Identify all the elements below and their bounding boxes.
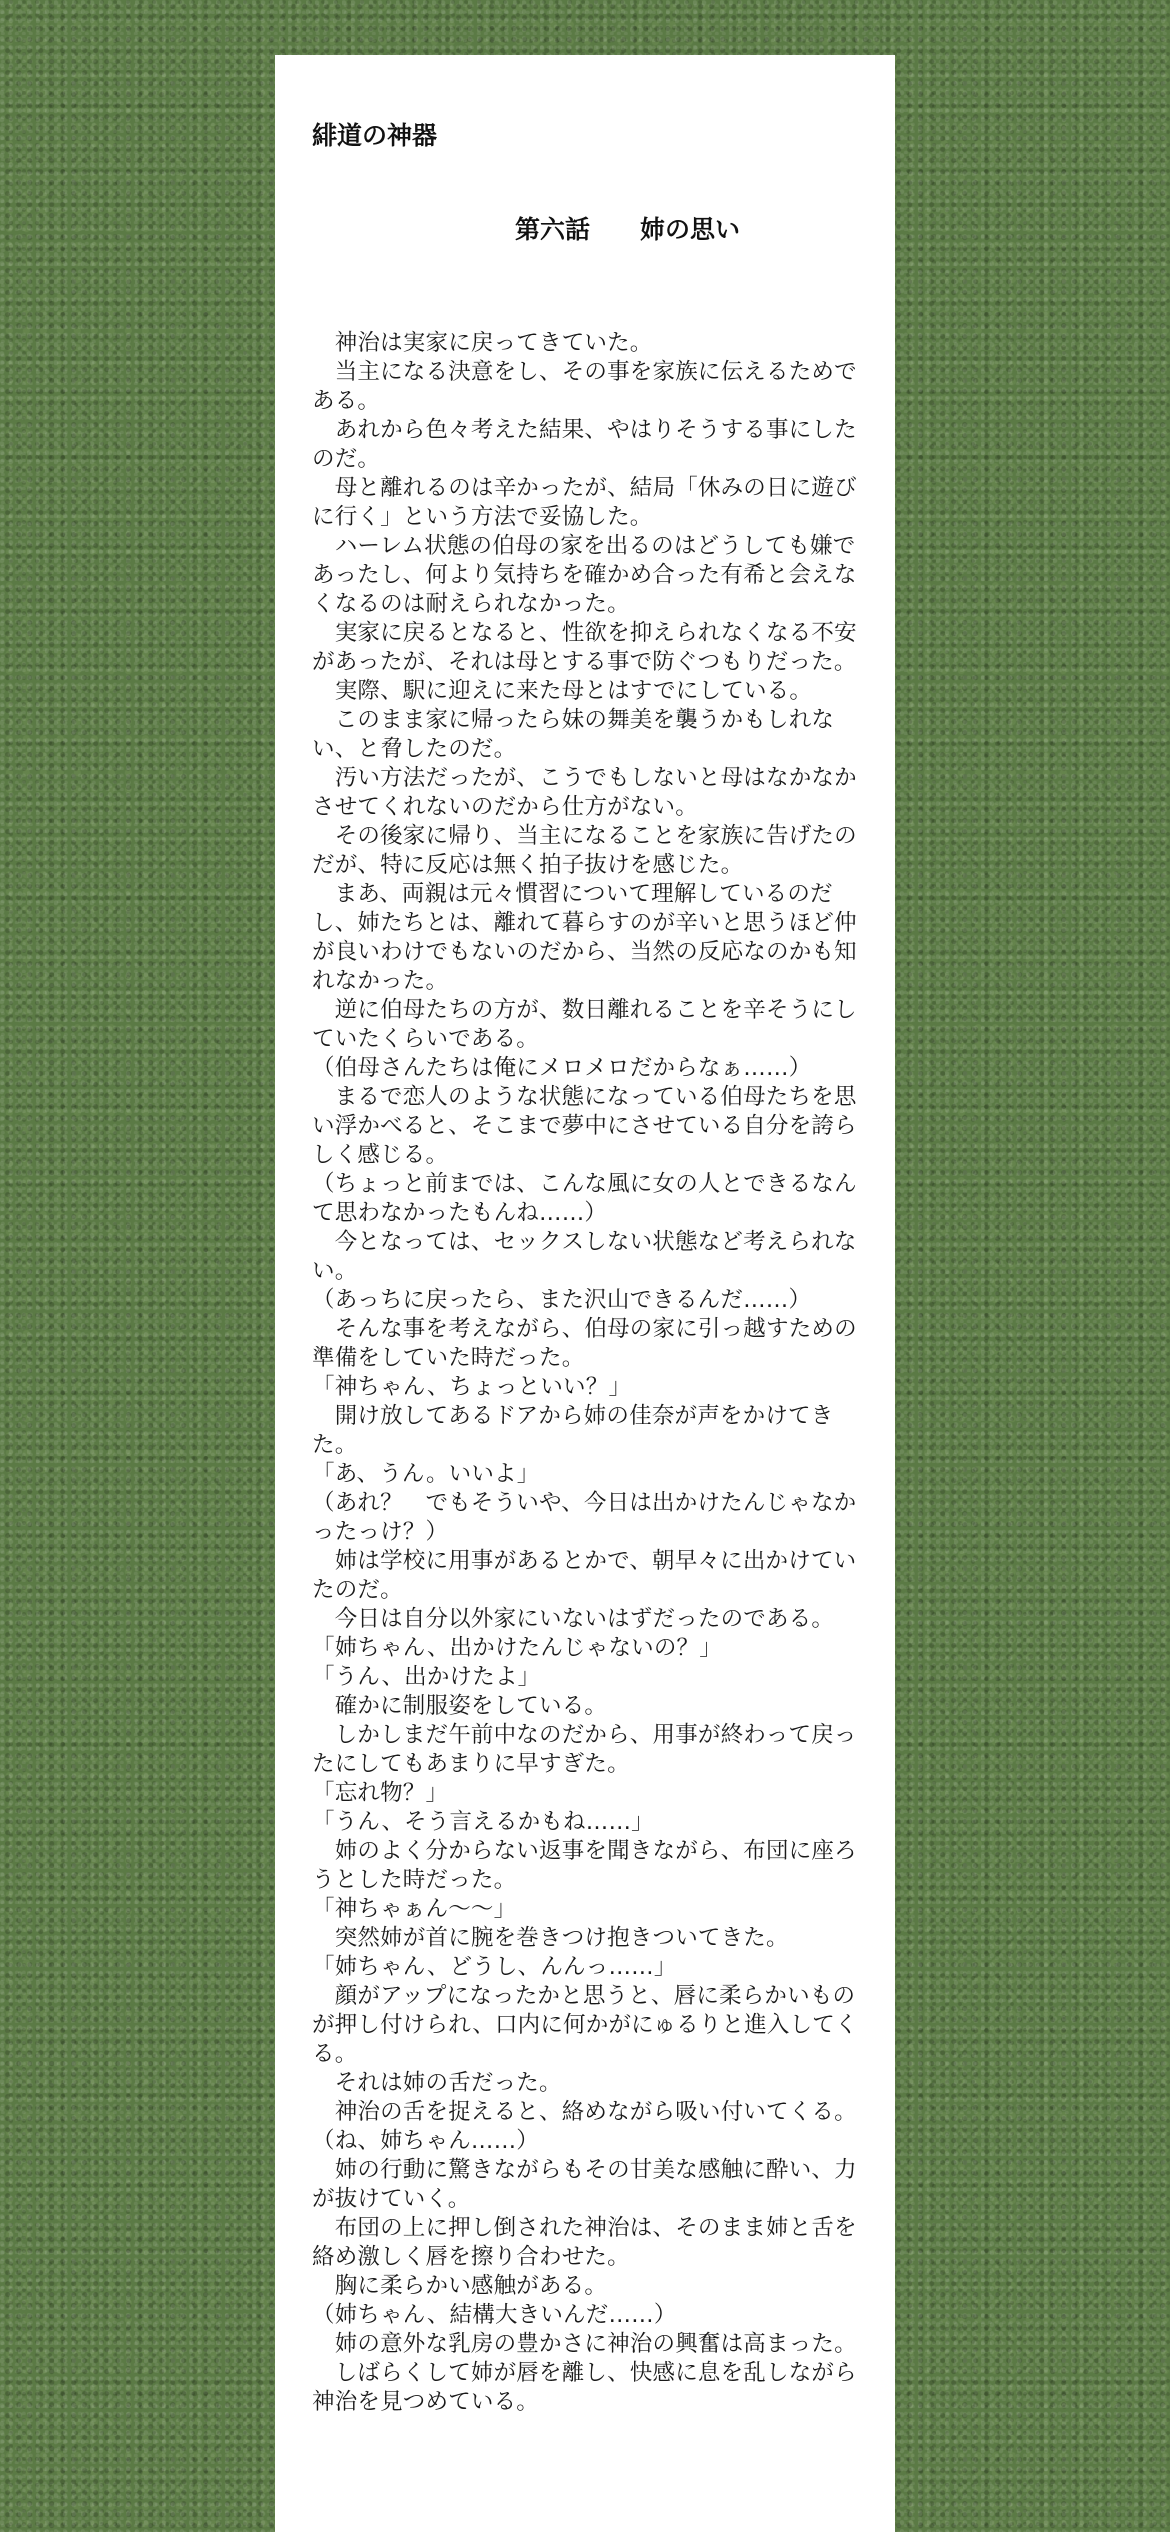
- story-paragraph: それは姉の舌だった。: [312, 2070, 562, 2096]
- story-paragraph: 姉のよく分からない返事を聞きながら、布団に座ろうとした時だった。: [312, 1838, 857, 1893]
- story-body: [312, 329, 858, 2417]
- story-paragraph: 「姉ちゃん、出かけたんじゃないの？」: [312, 1635, 722, 1661]
- story-paragraph: （あれ？ でもそういや、今日は出かけたんじゃなかったっけ？）: [312, 1490, 857, 1545]
- chapter-title: 第六話 姉の思い: [515, 215, 741, 244]
- story-paragraph: 姉は学校に用事があるとかで、朝早々に出かけていたのだ。: [312, 1548, 857, 1603]
- story-paragraph: 顔がアップになったかと思うと、唇に柔らかいものが押し付けられ、口内に何かがにゅるりと進入してくる。: [312, 1983, 858, 2067]
- story-paragraph: （姉ちゃん、結構大きいんだ……）: [312, 2302, 677, 2328]
- story-paragraph: 今となっては、セックスしない状態など考えられない。: [312, 1229, 857, 1284]
- story-paragraph: （あっちに戻ったら、また沢山できるんだ……）: [312, 1287, 812, 1313]
- story-paragraph: （ちょっと前までは、こんな風に女の人とできるなんて思わなかったもんね……）: [312, 1171, 857, 1226]
- story-paragraph: 「うん、そう言えるかもね……」: [312, 1809, 654, 1835]
- story-paragraph: （ね、姉ちゃん……）: [312, 2128, 540, 2154]
- story-paragraph: まあ、両親は元々慣習について理解しているのだし、姉たちとは、離れて暮らすのが辛いと思うほど仲が良いわけでもないのだから、当然の反応なのかも知れなかった。: [312, 881, 857, 994]
- story-paragraph: まるで恋人のような状態になっている伯母たちを思い浮かべると、そこまで夢中にさせている自分を誇らしく感じる。: [312, 1084, 857, 1168]
- story-paragraph: 「うん、出かけたよ」: [312, 1664, 541, 1690]
- story-paragraph: 「あ、うん。いいよ」: [312, 1461, 540, 1487]
- story-paragraph: 母と離れるのは辛かったが、結局「休みの日に遊びに行く」という方法で妥協した。: [312, 475, 857, 530]
- story-paragraph: このまま家に帰ったら妹の舞美を襲うかもしれない、と脅したのだ。: [312, 707, 835, 762]
- story-paragraph: 「姉ちゃん、どうし、んんっ……」: [312, 1954, 677, 1980]
- story-paragraph: 神治は実家に戻ってきていた。: [312, 330, 653, 356]
- story-paragraph: 今日は自分以外家にいないはずだったのである。: [312, 1606, 835, 1632]
- story-paragraph: 「忘れ物？」: [312, 1780, 449, 1806]
- story-paragraph: あれから色々考えた結果、やはりそうする事にしたのだ。: [312, 417, 857, 472]
- story-paragraph: 開け放してあるドアから姉の佳奈が声をかけてきた。: [312, 1403, 834, 1458]
- story-paragraph: 姉の行動に驚きながらもその甘美な感触に酔い、力が抜けていく。: [312, 2157, 857, 2212]
- story-paragraph: （伯母さんたちは俺にメロメロだからなぁ……）: [312, 1055, 812, 1081]
- story-paragraph: そんな事を考えながら、伯母の家に引っ越すための準備をしていた時だった。: [312, 1316, 857, 1371]
- story-paragraph: 姉の意外な乳房の豊かさに神治の興奮は高まった。: [312, 2331, 857, 2357]
- content-panel: [275, 55, 895, 2532]
- story-paragraph: しばらくして姉が唇を離し、快感に息を乱しながら神治を見つめている。: [312, 2360, 857, 2415]
- story-paragraph: 当主になる決意をし、その事を家族に伝えるためである。: [312, 359, 857, 414]
- story-paragraph: 胸に柔らかい感触がある。: [312, 2273, 608, 2299]
- story-paragraph: 突然姉が首に腕を巻きつけ抱きついてきた。: [312, 1925, 789, 1951]
- story-paragraph: 「神ちゃん、ちょっといい？」: [312, 1374, 632, 1400]
- story-paragraph: 布団の上に押し倒された神治は、そのまま姉と舌を絡め激しく唇を擦り合わせた。: [312, 2215, 857, 2270]
- story-paragraph: 逆に伯母たちの方が、数日離れることを辛そうにしていたくらいである。: [312, 997, 857, 1052]
- site-title: 緋道の神器: [312, 121, 438, 150]
- story-paragraph: その後家に帰り、当主になることを家族に告げたのだが、特に反応は無く拍子抜けを感じた。: [312, 823, 857, 878]
- story-paragraph: 「神ちゃぁん〜〜」: [312, 1896, 517, 1922]
- story-paragraph: ハーレム状態の伯母の家を出るのはどうしても嫌であったし、何より気持ちを確かめ合った有希と会えなくなるのは耐えられなかった。: [312, 533, 857, 617]
- story-paragraph: 汚い方法だったが、こうでもしないと母はなかなかさせてくれないのだから仕方がない。: [312, 765, 857, 820]
- story-paragraph: 確かに制服姿をしている。: [312, 1693, 608, 1719]
- story-paragraph: 実家に戻るとなると、性欲を抑えられなくなる不安があったが、それは母とする事で防ぐつもりだった。: [312, 620, 857, 675]
- story-paragraph: 実際、駅に迎えに来た母とはすでにしている。: [312, 678, 813, 704]
- story-paragraph: しかしまだ午前中なのだから、用事が終わって戻ったにしてもあまりに早すぎた。: [312, 1722, 857, 1777]
- story-paragraph: 神治の舌を捉えると、絡めながら吸い付いてくる。: [312, 2099, 857, 2125]
